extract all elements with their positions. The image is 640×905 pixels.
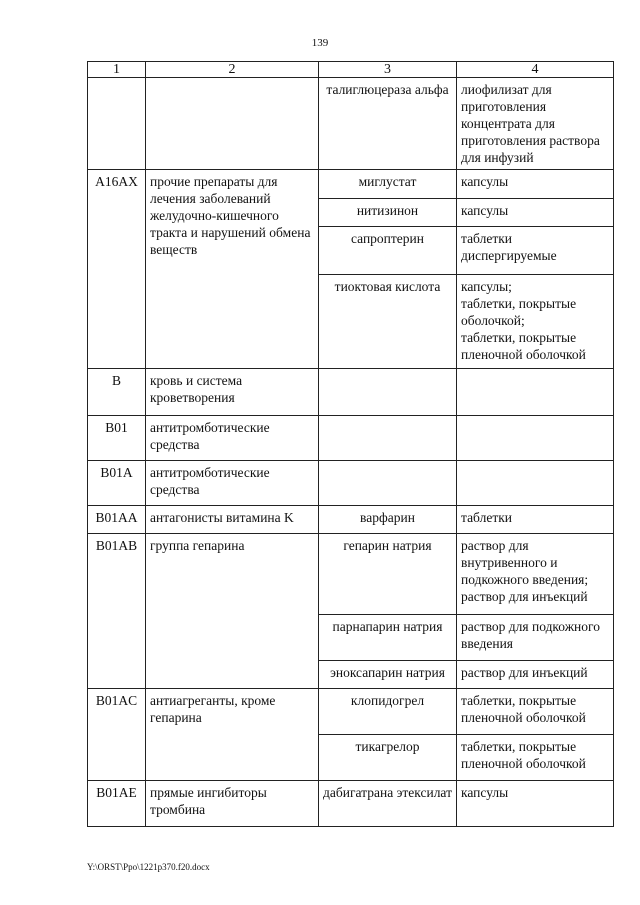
substance-cell xyxy=(319,416,457,461)
group-name-cell: прямые ингибиторы тромбина xyxy=(146,781,319,827)
code-cell: B01 xyxy=(88,416,146,461)
dosage-form-cell: раствор для внутривенного и подкожного введения; раствор для инъекций xyxy=(457,534,614,615)
dosage-form-cell: раствор для подкожного введения xyxy=(457,615,614,661)
code-cell: B01A xyxy=(88,461,146,506)
code-cell: B xyxy=(88,369,146,416)
header-col-2: 2 xyxy=(146,62,319,78)
code-cell: B01AB xyxy=(88,534,146,689)
substance-cell: сапроптерин xyxy=(319,227,457,275)
substance-cell: гепарин натрия xyxy=(319,534,457,615)
header-col-3: 3 xyxy=(319,62,457,78)
page-number: 139 xyxy=(311,37,329,49)
dosage-form-cell xyxy=(457,369,614,416)
header-col-4: 4 xyxy=(457,62,614,78)
dosage-form-cell: капсулы; таблетки, покрытые оболочкой; таблетки, покрытые пленочной оболочкой xyxy=(457,275,614,369)
substance-cell: парнапарин натрия xyxy=(319,615,457,661)
dosage-form-cell: лиофилизат для приготовления концентрата для приготовления раствора для инфузий xyxy=(457,78,614,170)
table-row xyxy=(88,534,614,615)
group-name-cell: антиагреганты, кроме гепарина xyxy=(146,689,319,781)
dosage-form-cell: таблетки, покрытые пленочной оболочкой xyxy=(457,735,614,781)
code-cell: B01AE xyxy=(88,781,146,827)
dosage-form-cell: раствор для инъекций xyxy=(457,661,614,689)
dosage-form-cell: таблетки, покрытые пленочной оболочкой xyxy=(457,689,614,735)
substance-cell: эноксапарин натрия xyxy=(319,661,457,689)
substance-cell xyxy=(319,369,457,416)
dosage-form-cell: капсулы xyxy=(457,199,614,227)
dosage-form-cell: таблетки диспергируемые xyxy=(457,227,614,275)
table-row xyxy=(88,461,614,506)
group-name-cell xyxy=(146,78,319,170)
dosage-form-cell xyxy=(457,416,614,461)
table-row xyxy=(88,416,614,461)
table-row xyxy=(88,506,614,534)
group-name-cell: группа гепарина xyxy=(146,534,319,689)
dosage-form-cell: таблетки xyxy=(457,506,614,534)
table-row xyxy=(88,78,614,170)
substance-cell: талиглюцераза альфа xyxy=(319,78,457,170)
group-name-cell: антагонисты витамина K xyxy=(146,506,319,534)
group-name-cell: антитромботические средства xyxy=(146,461,319,506)
substance-cell: тикагрелор xyxy=(319,735,457,781)
table-row xyxy=(88,369,614,416)
header-col-1: 1 xyxy=(88,62,146,78)
group-name-cell: прочие препараты для лечения заболеваний желудочно-кишечного тракта и нарушений обмена веществ xyxy=(146,170,319,369)
group-name-cell: антитромботические средства xyxy=(146,416,319,461)
substance-cell: клопидогрел xyxy=(319,689,457,735)
table-row xyxy=(88,689,614,735)
dosage-form-cell xyxy=(457,461,614,506)
substance-cell xyxy=(319,461,457,506)
substance-cell: варфарин xyxy=(319,506,457,534)
substance-cell: дабигатрана этексилат xyxy=(319,781,457,827)
substance-cell: миглустат xyxy=(319,170,457,199)
substance-cell: тиоктовая кислота xyxy=(319,275,457,369)
drug-table xyxy=(87,61,614,827)
dosage-form-cell: капсулы xyxy=(457,781,614,827)
code-cell: A16AX xyxy=(88,170,146,369)
table-header-row xyxy=(88,62,614,78)
code-cell: B01AA xyxy=(88,506,146,534)
dosage-form-cell: капсулы xyxy=(457,170,614,199)
code-cell: B01AC xyxy=(88,689,146,781)
substance-cell: нитизинон xyxy=(319,199,457,227)
file-path-footer: Y:\ORST\Ppo\1221p370.f20.docx xyxy=(87,862,210,872)
group-name-cell: кровь и система кроветворения xyxy=(146,369,319,416)
table-row xyxy=(88,170,614,199)
code-cell xyxy=(88,78,146,170)
table-row xyxy=(88,781,614,827)
